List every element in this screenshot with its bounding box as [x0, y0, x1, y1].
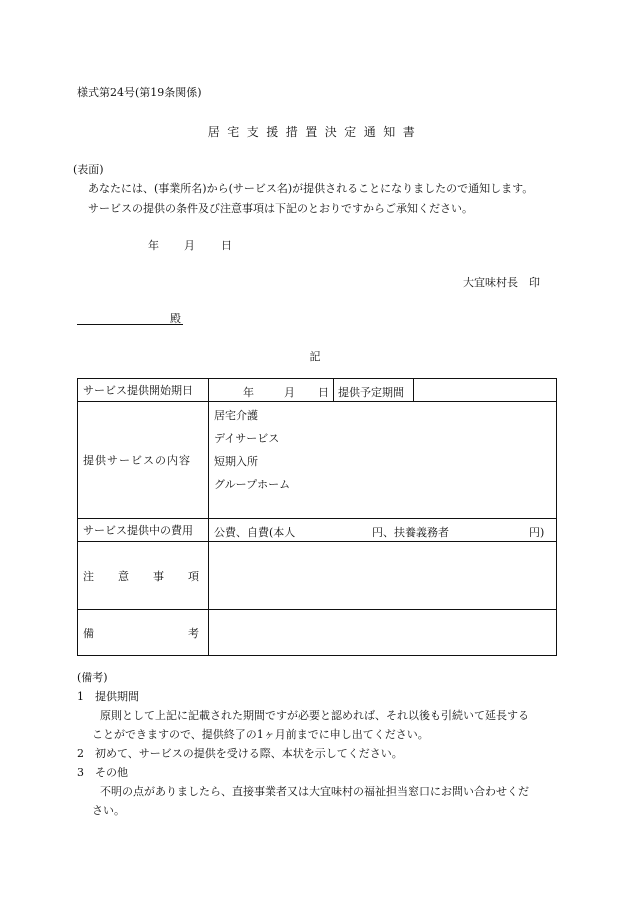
remarks-char: 考	[188, 626, 199, 640]
note-3-line-1: 不明の点がありましたら、直接事業者又は大宜味村の福祉担当窓口にお問い合わせくだ	[100, 785, 529, 798]
note-1-line-2: ことができますので、提供終了の1ヶ月前までに申し出てください。	[92, 728, 429, 741]
remarks-value	[209, 610, 557, 656]
start-date-cell	[209, 379, 557, 402]
note-1-line-1: 原則として上記に記載された期間ですが必要と認めれば、それ以後も引続いて延長する	[100, 709, 529, 722]
start-month: 月	[284, 386, 295, 399]
date-month: 月	[184, 239, 195, 252]
cost-part-3: 円)	[529, 526, 545, 539]
service-item: 短期入所	[214, 455, 258, 468]
note-1-title: 1 提供期間	[77, 690, 139, 703]
cost-label: サービス提供中の費用	[78, 519, 209, 542]
remarks-label	[78, 610, 209, 656]
note-3-title: 3 その他	[77, 766, 128, 779]
caution-char: 項	[188, 569, 199, 583]
cost-part-2: 円、扶養義務者	[372, 526, 449, 539]
notes-heading: (備考)	[77, 671, 108, 684]
notice-paragraph-2: サービスの提供の条件及び注意事項は下記のとおりですからご承知ください。	[88, 202, 473, 215]
start-date-label: サービス提供開始期日	[78, 379, 209, 402]
addressee-blank-line	[77, 324, 183, 325]
front-label: (表面)	[73, 163, 104, 176]
cost-cell	[209, 519, 557, 542]
service-item: グループホーム	[214, 478, 291, 491]
ki-heading: 記	[309, 350, 321, 363]
caution-label	[78, 542, 209, 610]
caution-char: 注	[83, 569, 94, 583]
start-day: 日	[318, 386, 329, 399]
addressee-suffix: 殿	[170, 312, 181, 325]
service-item: 居宅介護	[214, 409, 258, 422]
note-2: 2 初めて、サービスの提供を受ける際、本状を示してください。	[77, 747, 403, 760]
caution-value	[209, 542, 557, 610]
notice-paragraph-1: あなたには、(事業所名)から(サービス名)が提供されることになりましたので通知します。	[88, 182, 534, 195]
period-divider-2	[413, 379, 414, 401]
remarks-char: 備	[83, 626, 94, 640]
content-label: 提供サービスの内容	[78, 402, 209, 519]
caution-char: 事	[153, 569, 164, 583]
date-day: 日	[221, 239, 232, 252]
document-title: 居宅支援措置決定通知書	[207, 125, 423, 139]
caution-char: 意	[118, 569, 129, 583]
cost-part-1: 公費、自費(本人	[214, 526, 296, 539]
period-divider	[333, 379, 334, 401]
start-year: 年	[243, 386, 254, 399]
date-year: 年	[148, 239, 159, 252]
period-label: 提供予定期間	[338, 386, 404, 399]
issuer-name: 大宜味村長 印	[463, 276, 540, 289]
form-number: 様式第24号(第19条関係)	[77, 86, 202, 99]
service-list	[209, 402, 557, 519]
service-item: デイサービス	[214, 432, 280, 445]
note-3-line-2: さい。	[92, 804, 125, 817]
service-table	[77, 378, 557, 656]
